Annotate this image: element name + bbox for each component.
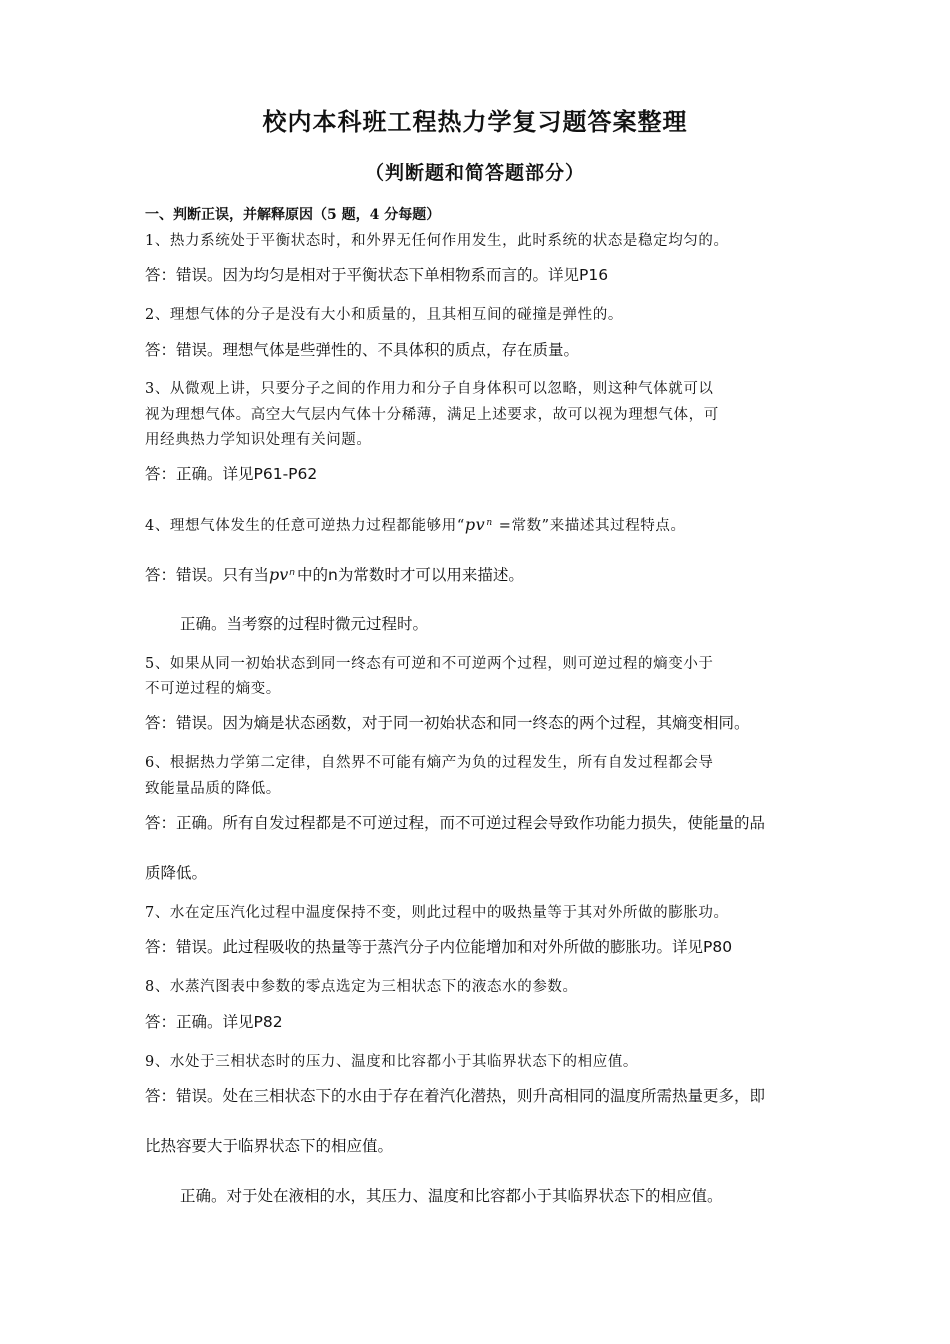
question-8: 8、水蒸汽图表中参数的零点选定为三相状态下的液态水的参数。 — [145, 979, 578, 995]
formula-pv: pv — [269, 565, 289, 584]
question-1: 1、热力系统处于平衡状态时，和外界无任何作用发生，此时系统的状态是稳定均匀的。 — [145, 233, 729, 249]
answer-9-line-1: 答：错误。处在三相状态下的水由于存在着汽化潜热，则升高相同的温度所需热量更多，即 — [145, 1087, 766, 1105]
page-title: 校内本科班工程热力学复习题答案整理 — [262, 107, 688, 136]
question-5-line-1: 5、如果从同一初始状态到同一终态有可逆和不可逆两个过程，则可逆过程的熵变小于 — [145, 656, 714, 672]
question-4-text: 4、理想气体发生的任意可逆热力过程都能够用“ — [145, 518, 465, 534]
question-3-line-1: 3、从微观上讲，只要分子之间的作用力和分子自身体积可以忽略，则这种气体就可以 — [145, 381, 714, 397]
answer-9-note: 正确。对于处在液相的水，其压力、温度和比容都小于其临界状态下的相应值。 — [180, 1187, 723, 1205]
page-subtitle: （判断题和简答题部分） — [364, 162, 585, 184]
section-heading: 一、判断正误，并解释原因（5 题，4 分每题） — [145, 207, 441, 223]
answer-6-line-2: 质降低。 — [145, 864, 208, 882]
formula-exponent: n — [486, 518, 493, 528]
question-3-line-2: 视为理想气体。高空大气层内气体十分稀薄，满足上述要求，故可以视为理想气体，可 — [145, 407, 719, 423]
answer-1: 答：错误。因为均匀是相对于平衡状态下单相物系而言的。详见P16 — [145, 266, 609, 284]
question-2: 2、理想气体的分子是没有大小和质量的，且其相互间的碰撞是弹性的。 — [145, 307, 623, 323]
answer-4-text: 答：错误。只有当 — [145, 566, 270, 584]
question-3-line-3: 用经典热力学知识处理有关问题。 — [145, 432, 372, 448]
answer-8: 答：正确。详见P82 — [145, 1013, 283, 1031]
question-9: 9、水处于三相状态时的压力、温度和比容都小于其临界状态下的相应值。 — [145, 1054, 639, 1070]
answer-5: 答：错误。因为熵是状态函数，对于同一初始状态和同一终态的两个过程，其熵变相同。 — [145, 714, 750, 732]
answer-4-text-end: 中的n为常数时才可以用来描述。 — [297, 566, 524, 584]
question-7: 7、水在定压汽化过程中温度保持不变，则此过程中的吸热量等于其对外所做的膨胀功。 — [145, 905, 729, 921]
question-4 — [145, 514, 686, 535]
question-5-line-2: 不可逆过程的熵变。 — [145, 681, 281, 697]
formula-exponent: n — [289, 568, 296, 578]
answer-2: 答：错误。理想气体是些弹性的、不具体积的质点，存在质量。 — [145, 341, 580, 359]
answer-4 — [145, 563, 524, 585]
answer-7: 答：错误。此过程吸收的热量等于蒸汽分子内位能增加和对外所做的膨胀功。详见P80 — [145, 938, 733, 956]
answer-9-line-2: 比热容要大于临界状态下的相应值。 — [145, 1137, 394, 1155]
answer-6-line-1: 答：正确。所有自发过程都是不可逆过程，而不可逆过程会导致作功能力损失，使能量的品 — [145, 814, 766, 832]
answer-4-note: 正确。当考察的过程时微元过程时。 — [180, 615, 429, 633]
question-4-text-end: =常数”来描述其过程特点。 — [498, 518, 686, 534]
answer-3: 答：正确。详见P61-P62 — [145, 465, 318, 483]
question-6-line-2: 致能量品质的降低。 — [145, 781, 281, 797]
formula-pv: pv — [464, 515, 486, 534]
question-6-line-1: 6、根据热力学第二定律，自然界不可能有熵产为负的过程发生，所有自发过程都会导 — [145, 755, 714, 771]
